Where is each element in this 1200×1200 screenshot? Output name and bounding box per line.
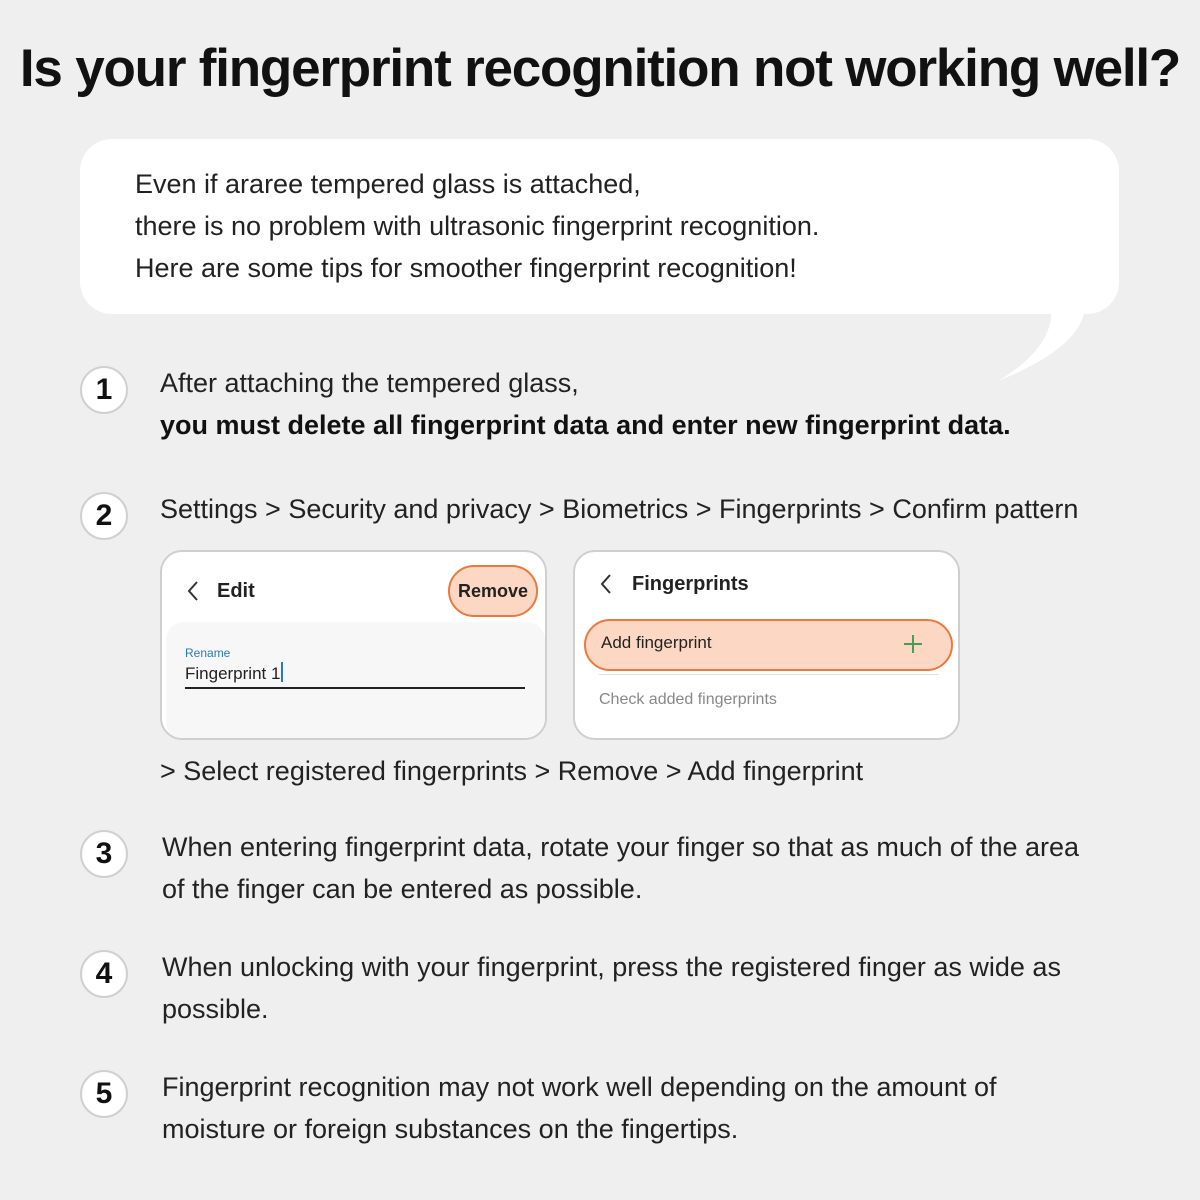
step-2-path: Settings > Security and privacy > Biometrics > Fingerprints > Confirm pattern <box>160 494 1079 524</box>
intro-text <box>135 163 819 289</box>
step-5-line-2: moisture or foreign substances on the fingertips. <box>162 1114 739 1144</box>
step-3-line-2: of the finger can be entered as possible. <box>162 874 643 904</box>
step-5-text <box>162 1066 996 1150</box>
intro-line-1: Even if araree tempered glass is attached, <box>135 169 641 199</box>
rename-input[interactable] <box>185 662 283 684</box>
back-chevron-icon[interactable] <box>186 580 200 602</box>
rename-underline <box>185 687 525 689</box>
page-title: Is your fingerprint recognition not working well? <box>19 39 1181 98</box>
step-3-line-1: When entering fingerprint data, rotate your finger so that as much of the area <box>162 832 1080 862</box>
fingerprints-title: Fingerprints <box>632 573 749 595</box>
step-number-4: 4 <box>80 950 128 998</box>
edit-title: Edit <box>217 580 255 602</box>
step-4-text <box>162 946 1061 1030</box>
step-1-bold-line: you must delete all fingerprint data and enter new fingerprint data. <box>160 410 1011 440</box>
remove-button[interactable]: Remove <box>448 565 538 617</box>
step-1-line-1: After attaching the tempered glass, <box>160 368 579 398</box>
intro-line-3: Here are some tips for smoother fingerprint recognition! <box>135 253 797 283</box>
step-5-line-1: Fingerprint recognition may not work well depending on the amount of <box>162 1072 997 1102</box>
step-number-2: 2 <box>80 492 128 540</box>
add-fingerprint-label: Add fingerprint <box>601 633 712 652</box>
step-2-after: > Select registered fingerprints > Remove > Add fingerprint <box>160 756 864 786</box>
back-chevron-icon[interactable] <box>599 573 613 595</box>
intro-line-2: there is no problem with ultrasonic fingerprint recognition. <box>135 211 820 241</box>
rename-panel <box>166 622 545 740</box>
step-3-text <box>162 826 1079 910</box>
step-number-3: 3 <box>80 830 128 878</box>
plus-icon <box>902 633 924 655</box>
step-1-text <box>160 362 1011 446</box>
text-cursor <box>281 662 283 682</box>
add-fingerprint-button[interactable] <box>584 619 953 671</box>
step-number-5: 5 <box>80 1070 128 1118</box>
rename-label: Rename <box>185 646 231 660</box>
rename-value: Fingerprint 1 <box>185 664 281 683</box>
edit-screen-card <box>160 550 547 740</box>
fingerprints-screen-card <box>573 550 960 740</box>
step-4-line-1: When unlocking with your fingerprint, press the registered finger as wide as <box>162 952 1061 982</box>
step-number-1: 1 <box>80 366 128 414</box>
step-4-line-2: possible. <box>162 994 269 1024</box>
list-divider <box>599 674 939 675</box>
check-added-fingerprints[interactable]: Check added fingerprints <box>599 691 777 708</box>
speech-bubble <box>80 139 1120 389</box>
